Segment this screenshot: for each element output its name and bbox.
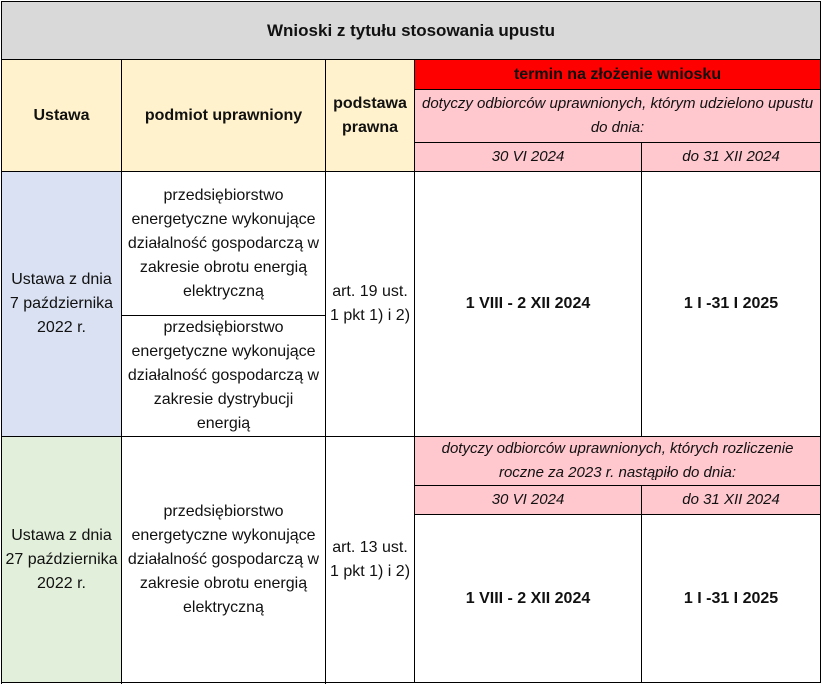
section1-podstawa: art. 19 ust. 1 pkt 1) i 2) [326, 172, 415, 437]
upust-table [1, 1, 821, 683]
section1-podmiot-obrot: przedsiębiorstwo energetyczne wykonujące działalność gospodarczą w zakresie obrotu energią elektryczną [122, 172, 326, 316]
section2-dotyczy: dotyczy odbiorców uprawnionych, których rozliczenie roczne za 2023 r. nastąpiło do dnia: [415, 437, 821, 486]
section2-termin-a: 1 VIII - 2 XII 2024 [415, 515, 642, 683]
header-ustawa: Ustawa [2, 60, 122, 172]
section1-ustawa: Ustawa z dnia 7 października 2022 r. [2, 172, 122, 437]
section2-podstawa: art. 13 ust. 1 pkt 1) i 2) [326, 437, 415, 683]
header-podmiot: podmiot uprawniony [122, 60, 326, 172]
section2-date-a: 30 VI 2024 [415, 486, 642, 515]
section2-termin-b: 1 I -31 I 2025 [642, 515, 821, 683]
header-date-a: 30 VI 2024 [415, 143, 642, 172]
header-podstawa: podstawa prawna [326, 60, 415, 172]
section1-podmiot-dystrybucja: przedsiębiorstwo energetyczne wykonujące działalność gospodarczą w zakresie dystrybucji energią [122, 316, 326, 437]
header-dotyczy: dotyczy odbiorców uprawnionych, którym udzielono upustu do dnia: [415, 90, 821, 143]
section1-termin-b: 1 I -31 I 2025 [642, 172, 821, 437]
table-title: Wnioski z tytułu stosowania upustu [2, 2, 821, 60]
header-date-b: do 31 XII 2024 [642, 143, 821, 172]
section1-termin-a: 1 VIII - 2 XII 2024 [415, 172, 642, 437]
section2-podmiot: przedsiębiorstwo energetyczne wykonujące działalność gospodarczą w zakresie obrotu energią elektryczną [122, 437, 326, 683]
section2-ustawa: Ustawa z dnia 27 października 2022 r. [2, 437, 122, 683]
section2-date-b: do 31 XII 2024 [642, 486, 821, 515]
header-termin: termin na złożenie wniosku [415, 60, 821, 90]
